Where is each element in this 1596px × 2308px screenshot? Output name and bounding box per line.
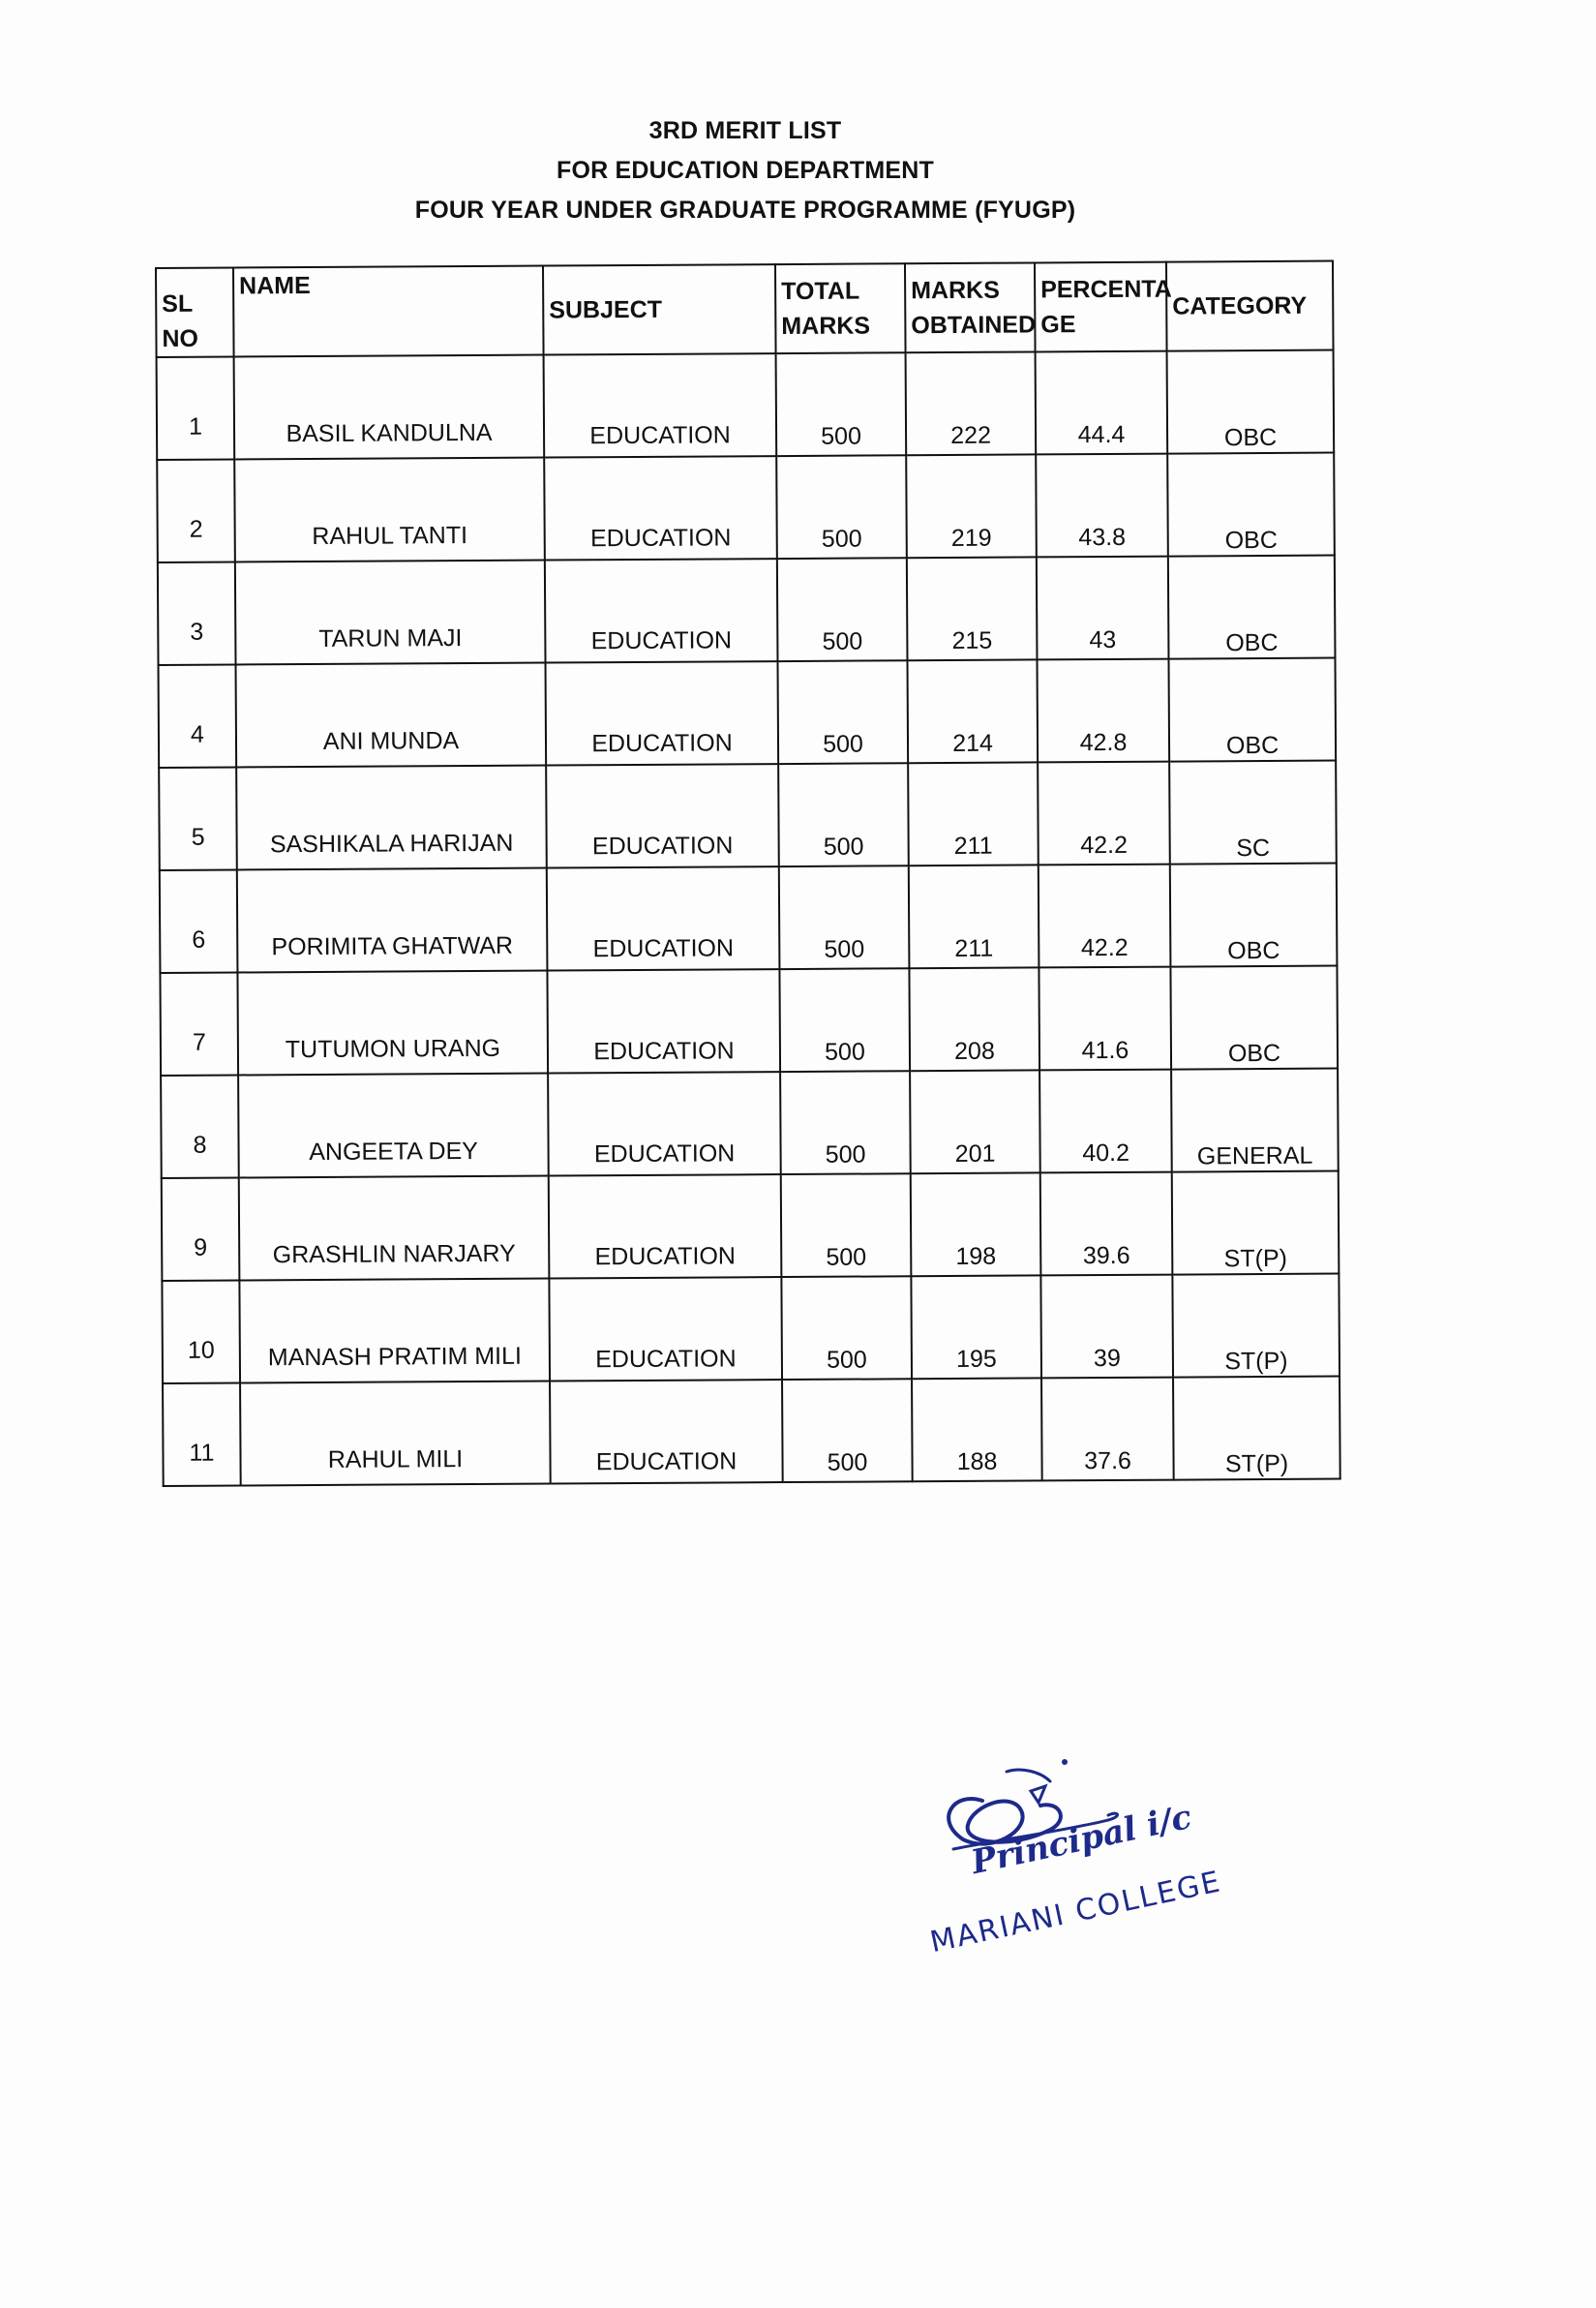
cell-total-marks: 500 [777,558,908,661]
cell-marks-obtained: 222 [906,351,1037,455]
cell-category: OBC [1168,556,1336,659]
header-marks-obtained: MARKS OBTAINED [905,262,1036,352]
cell-name: BASIL KANDULNA [234,355,545,460]
table-row [161,1069,1339,1178]
cell-percentage: 42.2 [1039,865,1171,968]
header-name: NAME [233,266,544,357]
table-row [157,350,1335,460]
signature-designation: Principal i/c [968,1797,1195,1883]
cell-name: SASHIKALA HARIJAN [236,766,547,870]
header-percentage: PERCENTA GE [1035,262,1167,352]
cell-sl-no: 9 [162,1177,240,1280]
cell-sl-no: 11 [163,1382,241,1485]
merit-list-table [155,260,1341,1487]
cell-percentage: 43.8 [1036,454,1168,558]
cell-category: ST(P) [1173,1377,1340,1480]
cell-name: RAHUL MILI [240,1382,551,1486]
cell-subject: EDUCATION [545,559,778,662]
cell-percentage: 37.6 [1041,1378,1174,1481]
cell-sl-no: 3 [158,562,236,664]
cell-name: TUTUMON URANG [237,971,548,1076]
cell-category: OBC [1167,350,1335,454]
cell-total-marks: 500 [778,763,909,866]
cell-category: ST(P) [1172,1274,1340,1378]
table-row [162,1274,1340,1383]
cell-marks-obtained: 219 [906,454,1037,558]
cell-percentage: 42.8 [1037,659,1169,763]
cell-percentage: 40.2 [1039,1070,1172,1173]
cell-category: OBC [1170,864,1338,967]
cell-marks-obtained: 211 [909,865,1039,968]
cell-name: PORIMITA GHATWAR [237,868,548,973]
cell-subject: EDUCATION [546,661,779,765]
title-line-department: FOR EDUCATION DEPARTMENT [557,157,934,184]
cell-total-marks: 500 [781,1276,912,1380]
title-line-programme: FOUR YEAR UNDER GRADUATE PROGRAMME (FYUGP) [414,197,1076,224]
cell-name: RAHUL TANTI [234,458,545,562]
cell-marks-obtained: 198 [911,1172,1041,1276]
cell-marks-obtained: 214 [907,659,1038,763]
header-total-marks: TOTAL MARKS [775,263,906,353]
table-row [157,453,1335,562]
cell-subject: EDUCATION [546,764,779,867]
header-category: CATEGORY [1166,261,1334,351]
cell-sl-no: 2 [157,460,235,562]
cell-marks-obtained: 201 [910,1070,1040,1173]
cell-name: ANI MUNDA [236,663,547,768]
cell-subject: EDUCATION [544,353,777,457]
table-body [157,350,1340,1486]
cell-total-marks: 500 [777,660,908,764]
table-row [159,658,1337,768]
cell-name: ANGEETA DEY [238,1074,549,1178]
cell-name: MANASH PRATIM MILI [239,1279,550,1383]
table-row [160,966,1338,1076]
cell-sl-no: 5 [159,767,237,869]
table-row [158,556,1336,665]
cell-sl-no: 4 [159,664,237,767]
cell-category: OBC [1168,658,1336,762]
document-title [368,111,1123,230]
cell-marks-obtained: 195 [911,1275,1041,1379]
cell-category: OBC [1170,966,1338,1070]
cell-percentage: 43 [1037,557,1169,660]
cell-percentage: 41.6 [1039,967,1171,1071]
header-subject: SUBJECT [543,264,776,354]
cell-percentage: 39.6 [1040,1172,1173,1276]
cell-subject: EDUCATION [549,1174,782,1278]
cell-percentage: 39 [1040,1275,1173,1379]
cell-subject: EDUCATION [544,456,777,560]
cell-subject: EDUCATION [547,866,780,970]
cell-sl-no: 8 [161,1075,239,1177]
cell-category: SC [1169,761,1337,865]
cell-subject: EDUCATION [547,969,780,1073]
signature-institution: MARIANI COLLEGE [927,1865,1225,1960]
cell-category: ST(P) [1172,1171,1340,1275]
cell-total-marks: 500 [782,1379,913,1482]
header-sl-no: SL NO [156,268,234,357]
table-row [160,864,1338,973]
cell-marks-obtained: 211 [908,762,1039,866]
cell-name: GRASHLIN NARJARY [239,1176,550,1281]
cell-marks-obtained: 215 [907,557,1038,660]
cell-sl-no: 1 [157,357,235,460]
table-row [163,1377,1340,1486]
cell-subject: EDUCATION [550,1380,783,1483]
cell-total-marks: 500 [776,352,907,456]
cell-marks-obtained: 208 [909,967,1039,1071]
cell-name: TARUN MAJI [235,561,546,665]
cell-percentage: 44.4 [1036,351,1168,455]
cell-total-marks: 500 [779,968,910,1072]
cell-sl-no: 7 [160,972,238,1075]
cell-total-marks: 500 [776,455,907,559]
cell-subject: EDUCATION [549,1277,782,1381]
table-header-row [156,261,1334,357]
cell-sl-no: 10 [162,1280,240,1382]
cell-total-marks: 500 [779,866,910,969]
cell-category: OBC [1167,453,1335,557]
table-row [159,761,1337,870]
cell-category: GENERAL [1171,1069,1339,1172]
cell-total-marks: 500 [781,1173,912,1277]
cell-percentage: 42.2 [1038,762,1170,866]
cell-total-marks: 500 [780,1071,911,1174]
cell-marks-obtained: 188 [912,1378,1042,1481]
cell-subject: EDUCATION [548,1072,781,1175]
table-row [162,1171,1340,1281]
title-line-merit-list: 3RD MERIT LIST [648,117,842,144]
cell-sl-no: 6 [160,869,238,972]
